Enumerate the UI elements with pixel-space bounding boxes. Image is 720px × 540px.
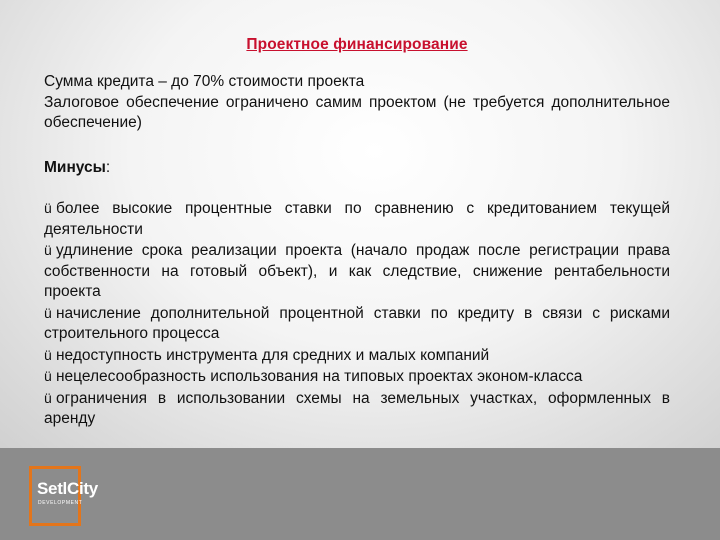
intro-loan-amount: Сумма кредита – до 70% стоимости проекта <box>44 73 365 90</box>
slide-title: Проектное финансирование <box>246 36 468 53</box>
minusy-label: Минусы <box>44 159 106 176</box>
list-item-text: нецелесообразность использования на типовых проектах эконом-класса <box>56 368 583 385</box>
list-item <box>44 198 670 240</box>
logo-name: SetlCity <box>37 479 98 498</box>
check-icon: ü <box>44 304 52 321</box>
check-icon: ü <box>44 200 52 216</box>
check-icon: ü <box>44 389 52 406</box>
minusy-colon: : <box>105 159 111 176</box>
list-item <box>44 240 670 303</box>
company-logo <box>29 466 117 526</box>
cons-list <box>44 198 670 430</box>
check-icon: ü <box>44 242 52 258</box>
logo-subtitle: DEVELOPMENT <box>38 500 83 506</box>
check-icon: ü <box>44 346 52 363</box>
check-icon: ü <box>44 368 52 384</box>
list-item <box>44 345 670 367</box>
list-item <box>44 303 670 345</box>
list-item-text: более высокие процентные ставки по сравнению с кредитованием текущей деятельности <box>44 200 670 238</box>
list-item-text: удлинение срока реализации проекта (начало продаж после регистрации права собственности на готовый объект), и как следствие, снижение рентабельности проекта <box>44 242 670 300</box>
list-item <box>44 388 670 430</box>
minusy-heading <box>44 158 670 179</box>
list-item-text: ограничения в использовании схемы на земельных участках, оформленных в аренду <box>44 389 670 427</box>
list-item-text: недоступность инструмента для средних и малых компаний <box>56 346 490 364</box>
intro-collateral: Залоговое обеспечение ограничено самим проектом (не требуется дополнительное обеспечение) <box>44 93 670 131</box>
list-item-text: начисление дополнительной процентной ставки по кредиту в связи с рисками строительного процесса <box>44 304 670 342</box>
list-item <box>44 366 670 388</box>
